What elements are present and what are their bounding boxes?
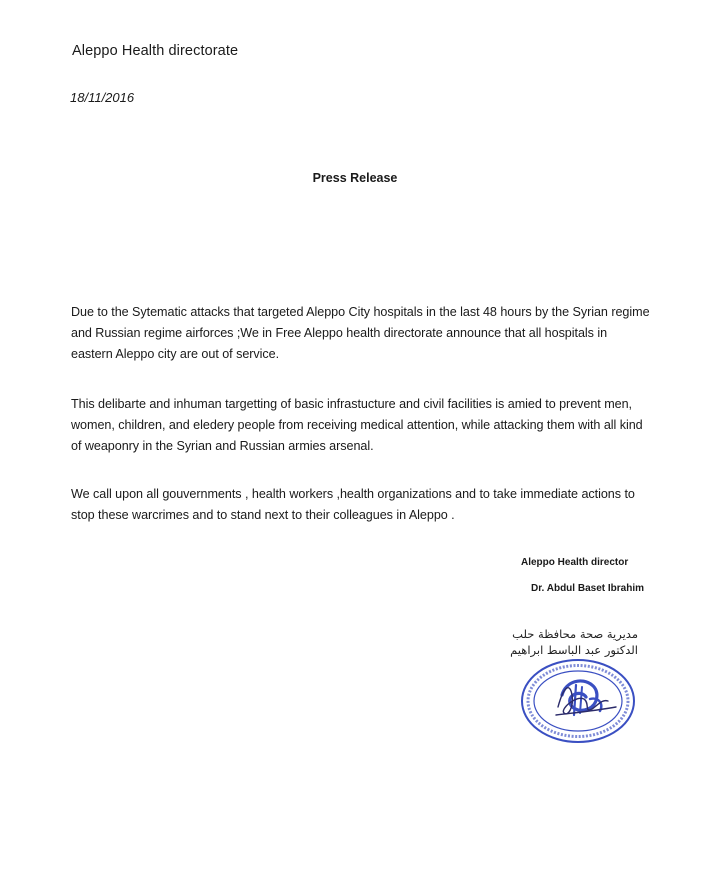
document-date: 18/11/2016	[70, 90, 135, 105]
paragraph-announcement: Due to the Sytematic attacks that targeted Aleppo City hospitals in the last 48 hours by the Syrian regime and Russian regime airforces ;We in Free Aleppo health directorate announce that all hospitals in eastern Aleppo city are out of service.	[71, 305, 650, 361]
arabic-signature-block	[510, 626, 638, 658]
document-title: Press Release	[312, 171, 398, 185]
signatory-name: Dr. Abdul Baset Ibrahim	[531, 583, 644, 594]
signatory-role: Aleppo Health director	[521, 557, 629, 568]
paragraph-call-to-action: We call upon all gouvernments , health workers ,health organizations and to take immediate actions to stop these warcrimes and to stand next to their colleagues in Aleppo .	[71, 487, 635, 522]
arabic-director-line: الدكتور عبد الباسط ابراهيم	[510, 643, 638, 657]
paragraph-condemnation: This delibarte and inhuman targetting of basic infrastucture and civil facilities is amied to prevent men, women, children, and eledery people from receiving medical attention, while attacking them with all kind of weaponry in the Syrian and Russian armies arsenal.	[71, 397, 643, 453]
organization-name: Aleppo Health directorate	[72, 43, 239, 59]
arabic-directorate-line: مديرية صحة محافظة حلب	[512, 627, 638, 641]
official-stamp-icon	[518, 655, 638, 745]
